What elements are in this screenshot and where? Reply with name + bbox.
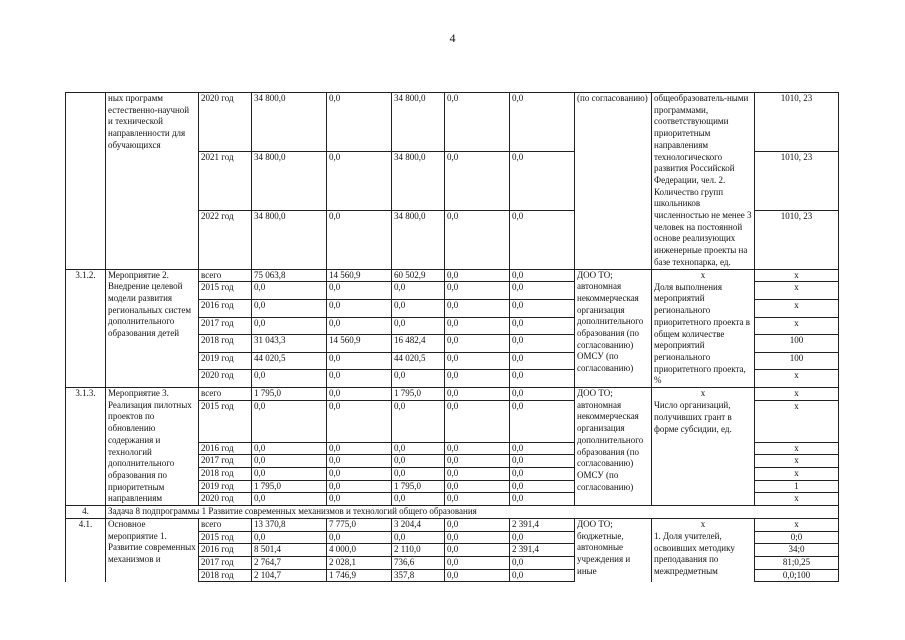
amount-cell: 0,0	[327, 400, 392, 442]
amount-cell: 0,0	[327, 480, 392, 493]
amount-cell: 0,0	[510, 352, 575, 370]
amount-cell: 0,0	[510, 388, 575, 401]
amount-cell: 0,0	[252, 442, 327, 455]
amount-cell: 0,0	[252, 282, 327, 300]
target-value-cell: x	[755, 493, 839, 506]
amount-cell: 0,0	[445, 480, 510, 493]
period-cell: 2016 год	[199, 544, 252, 557]
target-value-cell: 100	[755, 335, 839, 353]
amount-cell: 0,0	[392, 299, 445, 317]
period-cell: 2017 год	[199, 556, 252, 569]
amount-cell: 0,0	[392, 400, 445, 442]
amount-cell: 34 800,0	[252, 93, 327, 152]
amount-cell: 0,0	[327, 352, 392, 370]
amount-cell: 2 391,4	[510, 544, 575, 557]
amount-cell: 0,0	[510, 569, 575, 582]
amount-cell: 0,0	[510, 370, 575, 388]
amount-cell: 1 795,0	[392, 388, 445, 401]
item-number: 3.1.3.	[66, 388, 106, 506]
indicator-cell: 1. Доля учителей, освоивших методику преподавания по межпредметным	[652, 531, 755, 582]
amount-cell: 0,0	[392, 442, 445, 455]
amount-cell: 0,0	[510, 93, 575, 152]
amount-cell: 0,0	[392, 370, 445, 388]
amount-cell: 0,0	[445, 544, 510, 557]
target-value-cell: x	[755, 388, 839, 401]
target-value-cell: x	[755, 299, 839, 317]
amount-cell: 0,0	[392, 455, 445, 468]
amount-cell: 357,8	[392, 569, 445, 582]
amount-cell: 7 775,0	[327, 518, 392, 531]
indicator-header: x	[652, 269, 755, 282]
table-row	[66, 269, 839, 282]
indicator-cell: общеобразователь-ными программами, соответствующими приоритетным направлениям технологического развития Российской Федерации, чел. 2. Количество групп школьников численностью не менее 3 человек на постоянной основе реализующих инженерные проекты на базе технопарка, ед.	[652, 93, 755, 270]
period-cell: 2022 год	[199, 210, 252, 269]
target-value-cell: x	[755, 455, 839, 468]
target-value-cell: x	[755, 282, 839, 300]
target-value-cell: 1010, 23	[755, 93, 839, 152]
amount-cell: 34 800,0	[392, 93, 445, 152]
amount-cell: 44 020,5	[252, 352, 327, 370]
amount-cell: 13 370,8	[252, 518, 327, 531]
amount-cell: 4 000,0	[327, 544, 392, 557]
item-number	[66, 93, 106, 270]
amount-cell: 2 764,7	[252, 556, 327, 569]
item-name: Основное мероприятие 1. Развитие современных механизмов и	[106, 518, 199, 582]
amount-cell: 0,0	[510, 210, 575, 269]
amount-cell: 0,0	[327, 455, 392, 468]
period-cell: 2020 год	[199, 370, 252, 388]
period-cell: 2017 год	[199, 455, 252, 468]
amount-cell: 0,0	[252, 317, 327, 335]
table-row	[66, 518, 839, 531]
amount-cell: 0,0	[510, 335, 575, 353]
program-table	[65, 92, 839, 582]
target-value-cell: x	[755, 370, 839, 388]
target-value-cell: x	[755, 518, 839, 531]
task-title: Задача 8 подпрограммы 1 Развитие современных механизмов и технологий общего образования	[106, 506, 839, 519]
amount-cell: 75 063,8	[252, 269, 327, 282]
target-value-cell: 81;0,25	[755, 556, 839, 569]
target-value-cell: 0;0	[755, 531, 839, 544]
amount-cell: 0,0	[445, 400, 510, 442]
amount-cell: 44 020,5	[392, 352, 445, 370]
amount-cell: 0,0	[445, 556, 510, 569]
amount-cell: 0,0	[445, 531, 510, 544]
amount-cell: 0,0	[510, 400, 575, 442]
amount-cell: 0,0	[445, 388, 510, 401]
amount-cell: 34 800,0	[392, 151, 445, 210]
target-value-cell: 1010, 23	[755, 151, 839, 210]
target-value-cell: x	[755, 400, 839, 442]
amount-cell: 60 502,9	[392, 269, 445, 282]
amount-cell: 0,0	[445, 569, 510, 582]
amount-cell: 0,0	[445, 493, 510, 506]
amount-cell: 0,0	[445, 299, 510, 317]
amount-cell: 34 800,0	[392, 210, 445, 269]
amount-cell: 0,0	[445, 317, 510, 335]
amount-cell: 0,0	[327, 493, 392, 506]
item-number: 4.1.	[66, 518, 106, 582]
amount-cell: 0,0	[510, 455, 575, 468]
target-value-cell: x	[755, 468, 839, 481]
amount-cell: 0,0	[510, 317, 575, 335]
amount-cell: 1 795,0	[252, 388, 327, 401]
amount-cell: 0,0	[445, 335, 510, 353]
amount-cell: 0,0	[327, 468, 392, 481]
amount-cell: 0,0	[252, 299, 327, 317]
amount-cell: 0,0	[327, 442, 392, 455]
amount-cell: 0,0	[327, 388, 392, 401]
indicator-cell: Доля выполнения мероприятий регионального приоритетного проекта в общем количестве мероприятий регионального приоритетного проекта, %	[652, 282, 755, 388]
period-cell: 2020 год	[199, 493, 252, 506]
amount-cell: 0,0	[252, 455, 327, 468]
amount-cell: 0,0	[327, 317, 392, 335]
amount-cell: 0,0	[445, 269, 510, 282]
amount-cell: 0,0	[392, 531, 445, 544]
period-cell: всего	[199, 388, 252, 401]
amount-cell: 0,0	[445, 352, 510, 370]
amount-cell: 16 482,4	[392, 335, 445, 353]
table-row	[66, 388, 839, 401]
amount-cell: 0,0	[445, 210, 510, 269]
amount-cell: 0,0	[327, 93, 392, 152]
period-cell: 2015 год	[199, 282, 252, 300]
indicator-header: x	[652, 388, 755, 401]
amount-cell: 736,6	[392, 556, 445, 569]
target-value-cell: x	[755, 442, 839, 455]
page-number: 4	[449, 31, 456, 45]
task-number: 4.	[66, 506, 106, 519]
amount-cell: 0,0	[445, 455, 510, 468]
amount-cell: 0,0	[510, 282, 575, 300]
target-value-cell: 1010, 23	[755, 210, 839, 269]
period-cell: 2018 год	[199, 569, 252, 582]
amount-cell: 0,0	[510, 468, 575, 481]
amount-cell: 0,0	[327, 210, 392, 269]
amount-cell: 0,0	[445, 370, 510, 388]
target-value-cell: x	[755, 269, 839, 282]
amount-cell: 0,0	[445, 151, 510, 210]
amount-cell: 0,0	[392, 493, 445, 506]
amount-cell: 0,0	[252, 493, 327, 506]
amount-cell: 0,0	[327, 531, 392, 544]
target-value-cell: 1	[755, 480, 839, 493]
period-cell: 2016 год	[199, 442, 252, 455]
period-cell: 2019 год	[199, 480, 252, 493]
target-value-cell: x	[755, 317, 839, 335]
task-row	[66, 506, 839, 519]
amount-cell: 0,0	[510, 269, 575, 282]
item-name: Мероприятие 2. Внедрение целевой модели развития региональных систем дополнительного образования детей	[106, 269, 199, 388]
amount-cell: 0,0	[392, 468, 445, 481]
period-cell: всего	[199, 269, 252, 282]
amount-cell: 0,0	[327, 299, 392, 317]
amount-cell: 0,0	[392, 317, 445, 335]
period-cell: 2018 год	[199, 335, 252, 353]
amount-cell: 1 746,9	[327, 569, 392, 582]
amount-cell: 8 501,4	[252, 544, 327, 557]
executor-cell: ДОО ТО; автономная некоммерческая организация дополнительного образования (по согласованию) ОМСУ (по согласованию)	[575, 388, 652, 506]
period-cell: 2021 год	[199, 151, 252, 210]
amount-cell: 0,0	[252, 400, 327, 442]
amount-cell: 14 560,9	[327, 269, 392, 282]
item-name: ных программ естественно-научной и технической направленности для обучающихся	[106, 93, 199, 270]
amount-cell: 0,0	[510, 480, 575, 493]
amount-cell: 0,0	[327, 282, 392, 300]
amount-cell: 2 110,0	[392, 544, 445, 557]
amount-cell: 0,0	[510, 299, 575, 317]
executor-cell: ДОО ТО; бюджетные, автономные учреждения и иные	[575, 518, 652, 582]
amount-cell: 0,0	[252, 370, 327, 388]
amount-cell: 0,0	[510, 556, 575, 569]
amount-cell: 0,0	[327, 370, 392, 388]
amount-cell: 0,0	[327, 151, 392, 210]
amount-cell: 34 800,0	[252, 210, 327, 269]
amount-cell: 0,0	[252, 531, 327, 544]
amount-cell: 0,0	[445, 518, 510, 531]
period-cell: 2015 год	[199, 531, 252, 544]
item-number: 3.1.2.	[66, 269, 106, 388]
amount-cell: 2 391,4	[510, 518, 575, 531]
period-cell: 2018 год	[199, 468, 252, 481]
amount-cell: 1 795,0	[252, 480, 327, 493]
period-cell: 2020 год	[199, 93, 252, 152]
amount-cell: 2 028,1	[327, 556, 392, 569]
amount-cell: 2 104,7	[252, 569, 327, 582]
amount-cell: 0,0	[510, 531, 575, 544]
amount-cell: 3 204,4	[392, 518, 445, 531]
amount-cell: 0,0	[445, 93, 510, 152]
period-cell: 2017 год	[199, 317, 252, 335]
period-cell: 2019 год	[199, 352, 252, 370]
target-value-cell: 34;0	[755, 544, 839, 557]
amount-cell: 0,0	[445, 442, 510, 455]
executor-cell: (по согласованию)	[575, 93, 652, 270]
executor-cell: ДОО ТО; автономная некоммерческая организация дополнительного образования (по согласованию) ОМСУ (по согласованию)	[575, 269, 652, 388]
period-cell: 2016 год	[199, 299, 252, 317]
amount-cell: 0,0	[252, 468, 327, 481]
amount-cell: 14 560,9	[327, 335, 392, 353]
item-name: Мероприятие 3. Реализация пилотных проектов по обновлению содержания и технологий дополнительного образования по приоритетным направлениям	[106, 388, 199, 506]
amount-cell: 0,0	[510, 493, 575, 506]
indicator-cell: Число организаций, получивших грант в форме субсидии, ед.	[652, 400, 755, 505]
amount-cell: 0,0	[445, 468, 510, 481]
amount-cell: 1 795,0	[392, 480, 445, 493]
period-cell: всего	[199, 518, 252, 531]
amount-cell: 0,0	[392, 282, 445, 300]
table-row	[66, 93, 839, 152]
amount-cell: 0,0	[445, 282, 510, 300]
amount-cell: 0,0	[510, 442, 575, 455]
amount-cell: 31 043,3	[252, 335, 327, 353]
target-value-cell: 100	[755, 352, 839, 370]
amount-cell: 0,0	[510, 151, 575, 210]
indicator-header: x	[652, 518, 755, 531]
amount-cell: 34 800,0	[252, 151, 327, 210]
period-cell: 2015 год	[199, 400, 252, 442]
target-value-cell: 0,0;100	[755, 569, 839, 582]
